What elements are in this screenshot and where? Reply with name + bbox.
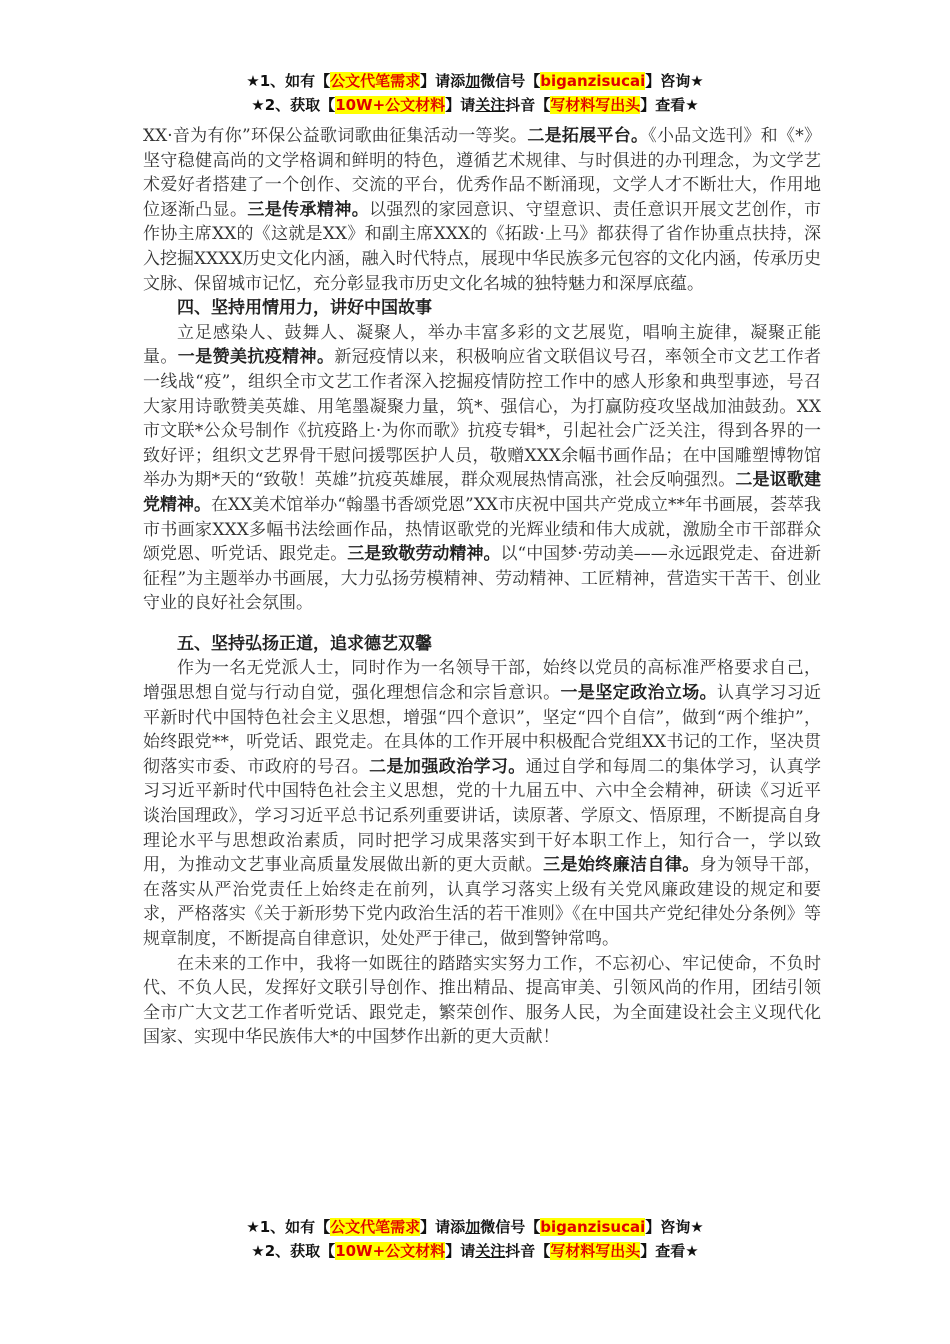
banner-text: 】咨询★ (645, 72, 704, 90)
banner-text: ★1、如有【 (246, 72, 331, 90)
banner-text: 】请 (445, 96, 476, 114)
promo-banner-top-line-2 (0, 94, 950, 116)
banner-highlight: 10W+公文材料 (335, 96, 446, 114)
banner-text: 】查看★ (640, 96, 699, 114)
banner-text: ★2、获取【 (251, 1242, 336, 1260)
banner-highlight: biganzisucai (540, 1218, 646, 1236)
banner-highlight: 公文代笔需求 (330, 72, 421, 90)
document-body (143, 124, 821, 1050)
bold-lead: 三是传承精神。 (247, 199, 370, 220)
bold-lead: 一是赞美抗疫精神。 (177, 347, 335, 368)
bold-lead: 二是讴歌建党精神。 (143, 470, 822, 515)
banner-underlined: 关注 (475, 1242, 506, 1260)
banner-text: 抖音【 (505, 1242, 551, 1260)
paragraph-continued: XX·音为有你”环保公益歌词歌曲征集活动一等奖。二是拓展平台。《小品文选刊》和《*》坚守稳健高尚的文学格调和鲜明的特色，遵循艺术规律、与时俱进的办刊理念，为文学艺术爱好者搭建了一个创作、交流的平台，优秀作品不断涌现，文学人才不断壮大，作用地位逐渐凸显。三是传承精神。以强烈的家园意识、守望意识、责任意识开展文艺创作，市作协主席XX的《这就是XX》和副主席XXX的《拓跋·上马》都获得了省作协重点扶持，深入挖掘XXXX历史文化内涵，融入时代特点，展现中华民族多元包容的文化内涵，传承历史文脉、保留城市记忆，充分彰显我市历史文化名城的独特魅力和深厚底蕴。 (143, 126, 822, 294)
paragraph-section-5: 作为一名无党派人士，同时作为一名领导干部，始终以党员的高标准严格要求自己，增强思想自觉与行动自觉，强化理想信念和宗旨意识。一是坚定政治立场。认真学习习近平新时代中国特色社会主义思想，增强“四个意识”，坚定“四个自信”，做到“两个维护”，始终跟党**，听党话、跟党走。在具体的工作开展中积极配合党组XX书记的工作，坚决贯彻落实市委、市政府的号召。二是加强政治学习。通过自学和每周二的集体学习，认真学习习近平新时代中国特色社会主义思想，党的十九届五中、六中全会精神，研读《习近平谈治国理政》，学习习近平总书记系列重要讲话，读原著、学原文、悟原理，不断提高自身理论水平与思想政治素质，同时把学习成果落实到干好本职工作上，知行合一，学以致用，为推动文艺事业高质量发展做出新的更大贡献。三是始终廉洁自律。身为领导干部，在落实从严治党责任上始终走在前列，认真学习落实上级有关党风廉政建设的规定和要求，严格落实《关于新形势下党内政治生活的若干准则》《在中国共产党纪律处分条例》等规章制度，不断提高自律意识，处处严于律己，做到警钟常鸣。 (143, 658, 822, 949)
banner-underlined: 关注 (475, 96, 506, 114)
banner-text: 微信号【 (480, 1218, 541, 1236)
banner-underlined: 加 (465, 1218, 481, 1236)
bold-lead: 二是拓展平台。 (527, 126, 649, 146)
banner-text: 】请添 (420, 1218, 466, 1236)
bold-lead: 三是始终廉洁自律。 (543, 855, 700, 876)
banner-text: ★2、获取【 (251, 96, 336, 114)
banner-text: 】请添 (420, 72, 466, 90)
paragraph-closing: 在未来的工作中，我将一如既往的踏踏实实努力工作，不忘初心、牢记使命，不负时代、不负人民，发挥好文联引导创作、推出精品、提高审美、引领风尚的作用，团结引领全市广大文艺工作者听党话、跟党走，繁荣创作、服务人民，为全面建设社会主义现代化国家、实现中华民族伟大*的中国梦作出新的更大贡献！ (143, 953, 821, 1048)
banner-text: 】咨询★ (645, 1218, 704, 1236)
bold-lead: 三是致敬劳动精神。 (347, 544, 501, 565)
bold-lead: 一是坚定政治立场。 (560, 683, 718, 704)
banner-text: 】查看★ (640, 1242, 699, 1260)
promo-banner-top-line-1 (0, 70, 950, 92)
banner-highlight: 公文代笔需求 (330, 1218, 421, 1236)
banner-text: 抖音【 (505, 96, 551, 114)
banner-highlight: 写材料写出头 (550, 96, 641, 114)
paragraph-section-4: 立足感染人、鼓舞人、凝聚人，举办丰富多彩的文艺展览，唱响主旋律，凝聚正能量。一是赞美抗疫精神。新冠疫情以来，积极响应省文联倡议号召，率领全市文艺工作者一线战“疫”，组织全市文艺工作者深入挖掘疫情防控工作中的感人形象和典型事迹，号召大家用诗歌赞美英雄、用笔墨凝聚力量，筑*、强信心，为打赢防疫攻坚战加油鼓劲。XX市文联*公众号制作《抗疫路上·为你而歌》抗疫专辑*，引起社会广泛关注，得到各界的一致好评；组织文艺界骨干慰问援鄂医护人员，敬赠XXX余幅书画作品；在中国雕塑博物馆举办为期*天的“致敬！英雄”抗疫英雄展，群众观展热情高涨，社会反响强烈。二是讴歌建党精神。在XX美术馆举办“翰墨书香颂党恩”XX市庆祝中国共产党成立**年书画展，荟萃我市书画家XXX多幅书法绘画作品，热情讴歌党的光辉业绩和伟大成就，激励全市干部群众颂党恩、听党话、跟党走。三是致敬劳动精神。以“中国梦·劳动美——永远跟党走、奋进新征程”为主题举办书画展，大力弘扬劳模精神、劳动精神、工匠精神，营造实干苦干、创业守业的良好社会氛围。 (143, 322, 822, 614)
promo-banner-bottom-line-2 (0, 1240, 950, 1262)
paragraph-gap (143, 616, 821, 632)
section-heading-5: 五、坚持弘扬正道，追求德艺双馨 (177, 633, 432, 654)
banner-text: ★1、如有【 (246, 1218, 331, 1236)
promo-banner-bottom-line-1 (0, 1216, 950, 1238)
bold-lead: 二是加强政治学习。 (369, 756, 526, 777)
banner-text: 微信号【 (480, 72, 541, 90)
banner-highlight: biganzisucai (540, 72, 646, 90)
section-heading-4: 四、坚持用情用力，讲好中国故事 (177, 298, 432, 319)
banner-highlight: 写材料写出头 (550, 1242, 641, 1260)
banner-underlined: 加 (465, 72, 481, 90)
banner-highlight: 10W+公文材料 (335, 1242, 446, 1260)
banner-text: 】请 (445, 1242, 476, 1260)
